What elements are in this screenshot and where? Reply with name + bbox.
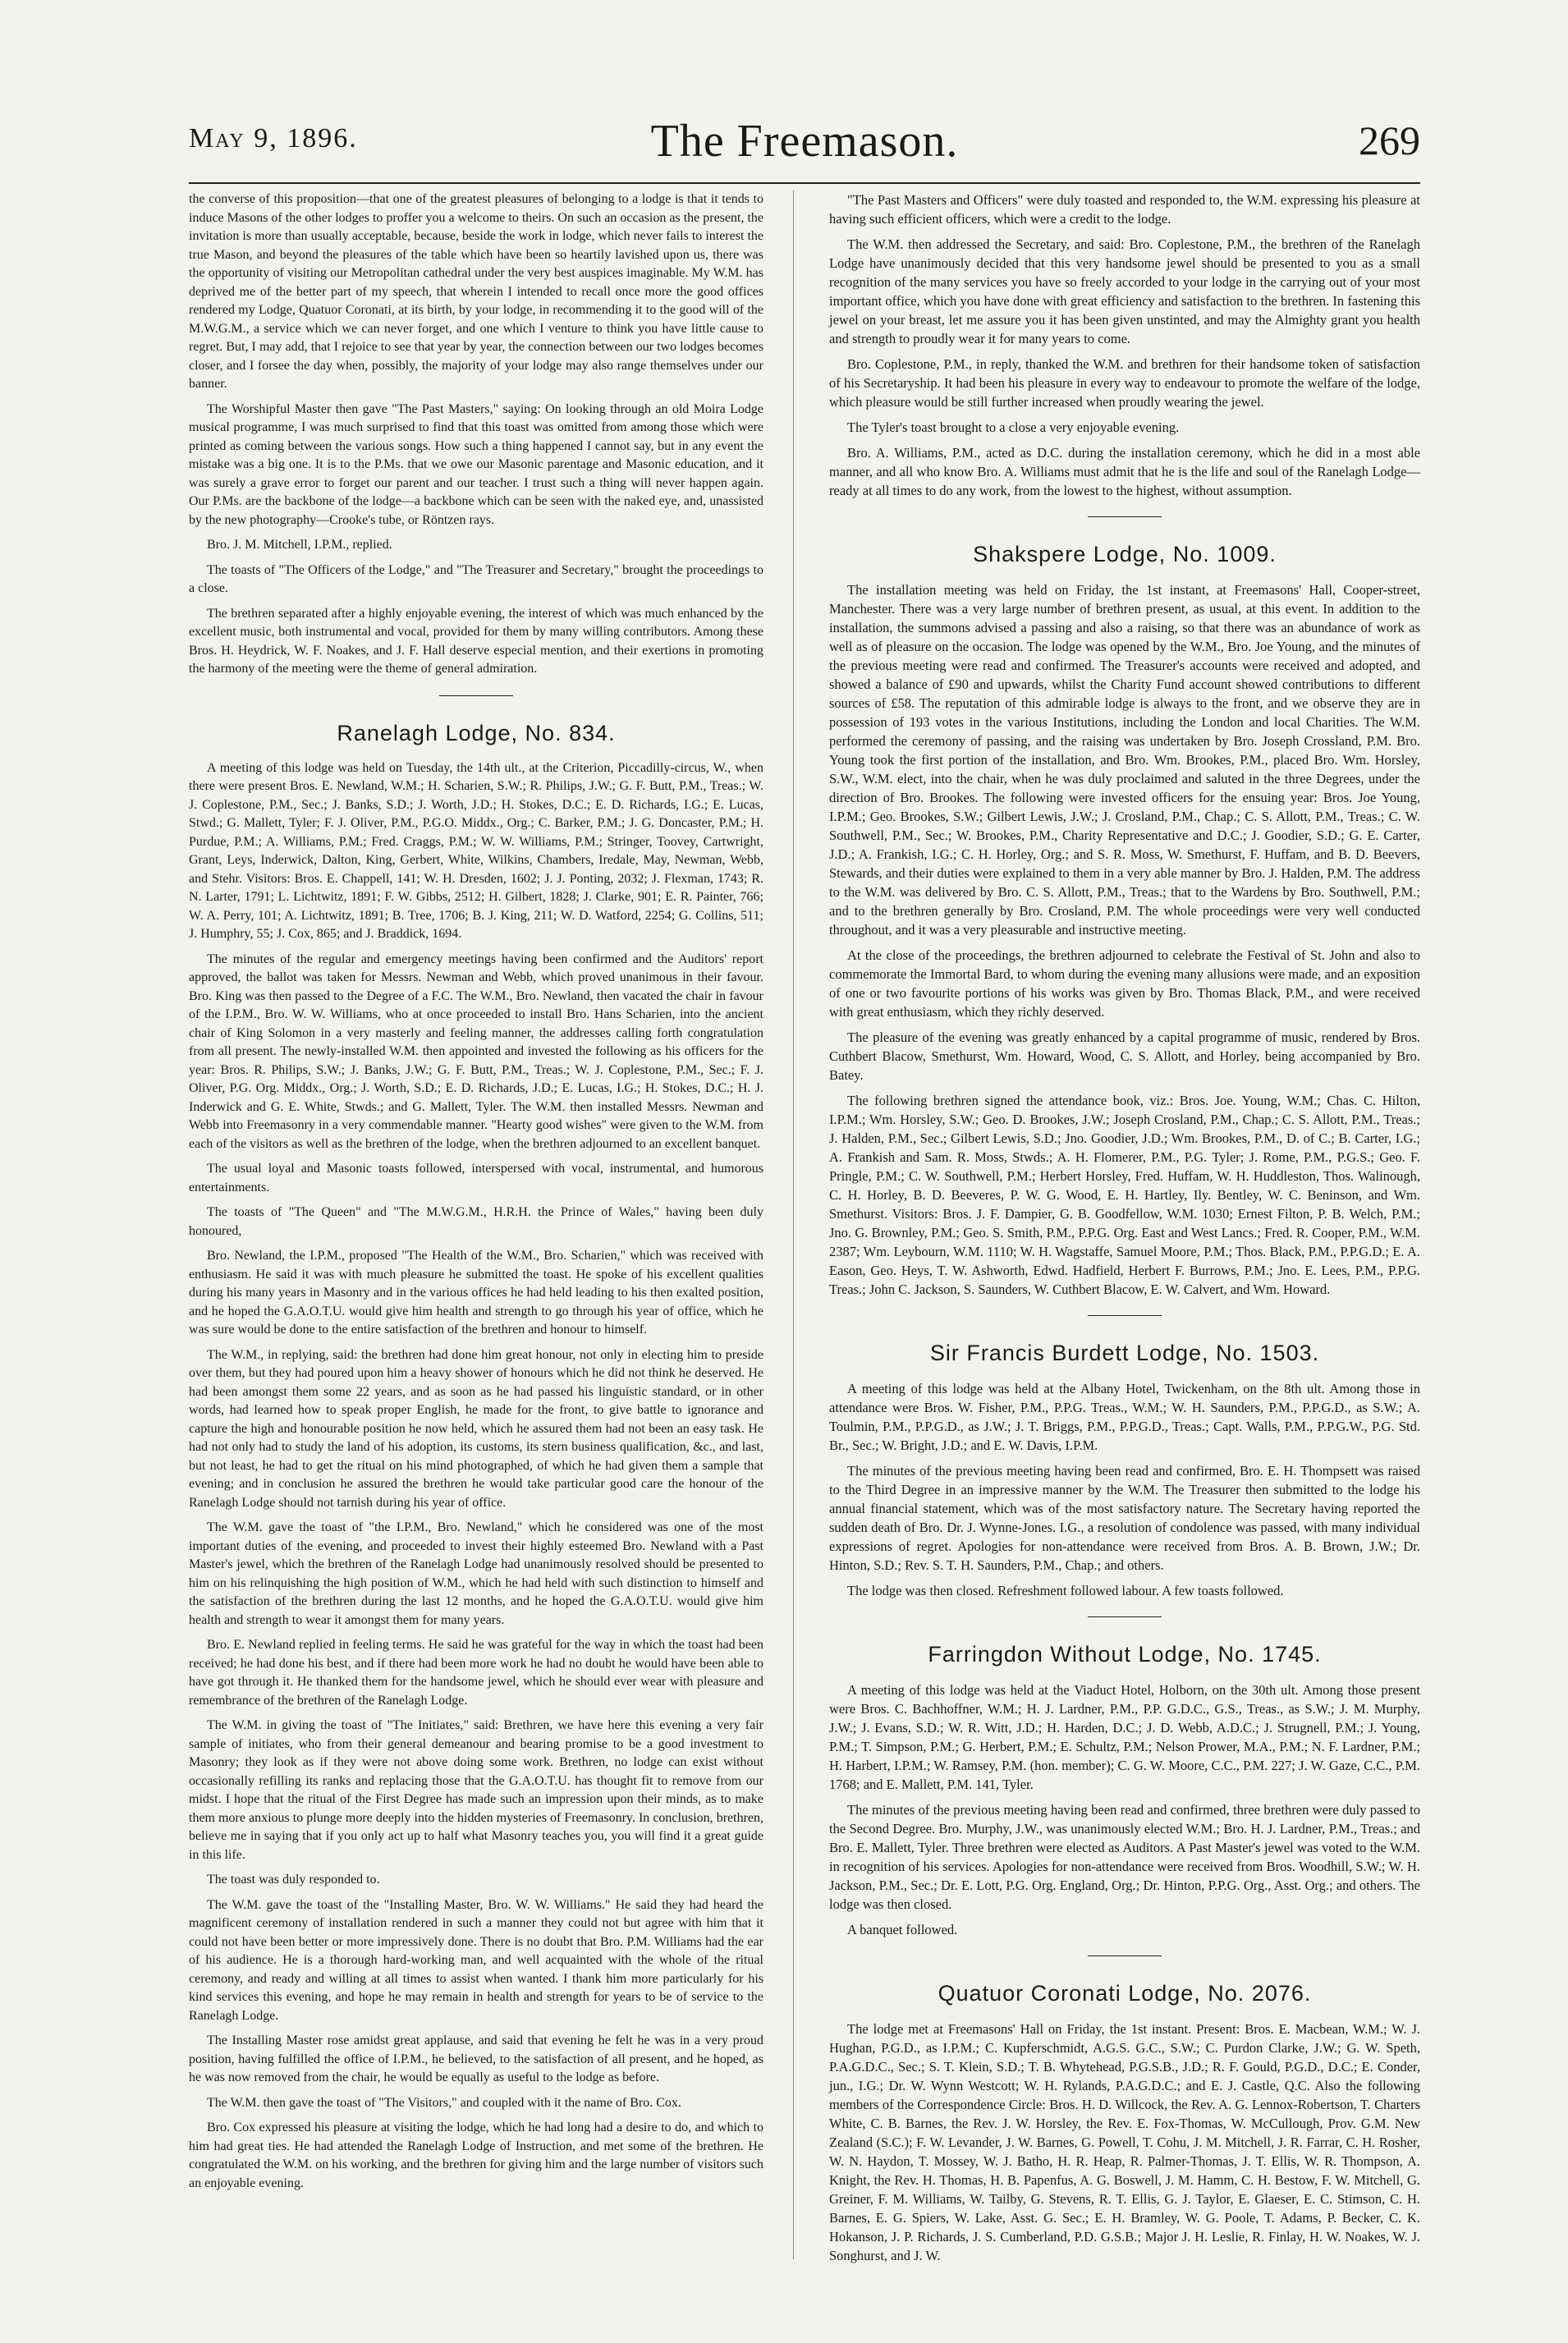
issue-date: May 9, 1896. [189, 123, 358, 154]
article-paragraph: The W.M. gave the toast of the "Installing Master, Bro. W. W. Williams." He said they had heard the magnificent ceremony of installation rendered in such a manner they could not but agree with him that it could not have been better or more impressively done. There is no doubt that Bro. P.M. Williams had the ear of his audience. He is a thorough hard-working man, and well acquainted with the whole of the ritual ceremony, and ready and willing at all times to assist when wanted. I thank him more particularly for his kind services this evening, and hope he may remain in health and strength for years to be of service to the Ranelagh Lodge. [189, 1897, 763, 2023]
article-paragraph: The Tyler's toast brought to a close a very enjoyable evening. [847, 420, 1180, 435]
article-paragraph: The toast was duly responded to. [207, 1873, 380, 1887]
article-paragraph: The minutes of the regular and emergency meetings having been confirmed and the Auditors' report approved, the ballot was taken for Messrs. Newman and Webb, which proved unanimous in their favour. Bro. King was then passed to the Degree of a F.C. The W.M., Bro. Newland, then vacated the chair in favour of the I.P.M., Bro. W. W. Williams, who at once proceeded to install Bro. Hans Scharien, into the ancient chair of King Solomon in a very masterly and feeling manner, the addresses calling forth congratulation from all present. The newly-installed W.M. then appointed and invested the following as his officers for the year: Bros. R. Philips, S.W.; J. Banks, J.W.; G. F. Butt, P.M., Treas.; W. J. Coplestone, P.M., Sec.; F. J. Oliver, P.G. Org. Middx., Org.; J. Worth, S.D.; E. D. Richards, J.D.; E. Lucas, I.G.; H. Stokes, D.C.; H. J. Inderwick and G. E. White, Stwds.; and G. Mallett, Tyler. The W.M. then installed Messrs. Newman and Webb into Freemasonry in a very commendable manner. "Hearty good wishes" were given to the W.M. from each of the visitors as well as the brethren of the lodge, when the brethren adjourned to an excellent banquet. [189, 951, 763, 1151]
article-paragraph: Bro. E. Newland replied in feeling terms. He said he was grateful for the way in which the toast had been received; he had done his best, and if there had been more work he had no doubt he would have been able to have got through it. He thanked them for the handsome jewel, which he should ever wear with pleasure and remembrance of the brethren of the Ranelagh Lodge. [189, 1638, 763, 1708]
article-paragraph: The pleasure of the evening was greatly enhanced by a capital programme of music, rendered by Bros. Cuthbert Blacow, Smethurst, Wm. Howard, Wood, C. S. Allott, and Horley, being accompanied by Bro. Batey. [829, 1029, 1420, 1083]
article-paragraph: Bro. A. Williams, P.M., acted as D.C. during the installation ceremony, which he did in a most able manner, and all who know Bro. A. Williams must admit that he is the life and soul of the Ranelagh Lodge—ready at all times to do any work, from the lowest to the highest, without assumption. [829, 445, 1420, 498]
left-column [189, 190, 763, 2199]
publication-title: The Freemason. [650, 116, 959, 167]
section-divider [439, 695, 513, 696]
article-paragraph: The W.M. gave the toast of "the I.P.M., Bro. Newland," which he considered was one of the most important duties of the evening, and proceeded to invest their highly esteemed Bro. Newland with a Past Master's jewel, which the brethren of the Ranelagh Lodge had unanimously resolved should be presented to him on his relinquishing the high position of W.M., which he had held with such distinction to himself and the satisfaction of the brethren during the last 12 months, and he hoped the G.A.O.T.U. would give him health and strength to wear it amongst them for many years. [189, 1520, 763, 1627]
article-paragraph: A meeting of this lodge was held at the Viaduct Hotel, Holborn, on the 30th ult. Among those present were Bros. C. Bachhoffner, W.M.; H. J. Lardner, P.M., P.P. G.D.C., G.S., Treas., as S.W.; J. M. Murphy, J.W.; J. Evans, S.D.; W. R. Witt, J.D.; H. Harden, D.C.; J. D. Webb, A.D.C.; J. Strugnell, P.M.; J. Young, P.M.; T. Simpson, P.M.; G. Herbert, P.M.; E. Schultz, P.M.; Nelson Prower, M.A., P.M.; N. F. Lardner, P.M.; H. Harbert, I.P.M.; W. Ramsey, P.M. (hon. member); C. G. W. Moore, C.C., P.M. 227; J. W. Gaze, C.C., P.M. 1768; and E. Mallett, P.M. 141, Tyler. [829, 1682, 1420, 1792]
article-paragraph: The usual loyal and Masonic toasts followed, interspersed with vocal, instrumental, and humorous entertainments. [189, 1162, 763, 1194]
article-paragraph: The Worshipful Master then gave "The Past Masters," saying: On looking through an old Moira Lodge musical programme, I was much surprised to find that this toast was omitted from among those which were printed as coming between the various songs. How such a thing happened I cannot say, but in any event the mistake was a big one. It is to the P.Ms. that we owe our Masonic parentage and Masonic education, and it was surely a grave error to forget our parent and our teacher. I trust such a thing will never happen again. Our P.Ms. are the backbone of the lodge—a backbone which can be seen with the naked eye, and, unassisted by the new photography—Crooke's tube, or Röntzen rays. [189, 401, 763, 527]
article-paragraph: The W.M. then gave the toast of "The Visitors," and coupled with it the name of Bro. Cox. [207, 2095, 681, 2110]
section-divider [1088, 516, 1162, 517]
article-paragraph: The lodge was then closed. Refreshment followed labour. A few toasts followed. [847, 1583, 1284, 1598]
article-paragraph: Bro. Newland, the I.P.M., proposed "The Health of the W.M., Bro. Scharien," which was received with enthusiasm. He said it was with much pleasure he submitted the toast. He spoke of his excellent qualities during his many years in Masonry and in the various offices he had held leading to his then exalted position, and he hoped the G.A.O.T.U. would give him health and strength to go through his year of office, which he was sure would be done to the entire satisfaction of the brethren and honour to himself. [189, 1249, 763, 1337]
article-paragraph: A meeting of this lodge was held at the Albany Hotel, Twickenham, on the 8th ult. Among those in attendance were Bros. W. Fisher, P.M., P.P.G. Treas., W.M.; W. H. Saunders, P.M., P.P.G.D., as S.W.; A. Toulmin, P.M., P.P.G.D., as J.W.; J. T. Briggs, P.M., P.P.G.D., Treas.; Capt. Walls, P.M., P.P.G.W., P.G. Std. Br., Sec.; W. Bright, J.D.; and E. W. Davis, I.P.M. [829, 1381, 1420, 1453]
article-paragraph: The toasts of "The Officers of the Lodge," and "The Treasurer and Secretary," brought the proceedings to a close. [189, 562, 763, 595]
masthead [189, 115, 1420, 181]
article-paragraph: The installation meeting was held on Friday, the 1st instant, at Freemasons' Hall, Cooper-street, Manchester. There was a very large number of brethren present, as usual, at this event. In addition to the installation, the summons advised a passing and also a raising, so that there was an abundance of work as well as of pleasure on the occasion. The lodge was opened by the W.M., Bro. Joe Young, and the minutes of the previous meeting were read and confirmed. The Treasurer's accounts were received and adopted, and showed a balance of £90 and upwards, whilst the Charity Fund account showed contributions to different sources of £58. The reputation of this admirable lodge is always to the front, and we observe they are in possession of 193 votes in the various Institutions, including the London and local Charities. The W.M. performed the ceremony of passing, and the raising was undertaken by Bro. Joseph Crossland, P.M. Bro. Young took the first portion of the installation, and Bro. Wm. Brookes, P.M., placed Bro. Wm. Horsley, S.W., W.M. elect, into the chair, when he was duly proclaimed and saluted in the three Degrees, under the direction of Bro. Brookes. The following were invested officers for the ensuing year: Bros. Joe Young, I.P.M.; Geo. Brookes, S.W.; Gilbert Lewis, J.W.; J. Crosland, P.M., Chap.; C. S. Allott, P.M., Treas.; C. W. Southwell, P.M., Sec.; W. Brookes, P.M., Charity Representative and D.C.; J. Goodier, S.D.; G. E. Carter, J.D.; A. Frankish, I.G.; C. H. Horley, Org.; and S. R. Moss, W. Smethurst, F. Huffam, and B. D. Beevers, Stewards, and their duties were explained to them in a very able manner by Bro. J. Halden, P.M. The address to the W.M. was delivered by Bro. C. S. Allott, P.M., Treas.; that to the Wardens by Bro. Southwell, P.M.; and to the brethren generally by Bro. Crosland, P.M. The whole proceedings were very well conducted throughout, and it was a very pleasurable and instructive meeting. [829, 582, 1420, 938]
article-paragraph: The toasts of "The Queen" and "The M.W.G.M., H.R.H. the Prince of Wales," having been duly honoured, [189, 1205, 763, 1238]
section-divider [1088, 1616, 1162, 1617]
article-paragraph: The W.M. in giving the toast of "The Initiates," said: Brethren, we have here this evening a very fair sample of initiates, who from their general demeanour and bearing promise to be a good investment to Masonry; they look as if they were not above doing some work. Brethren, no lodge can exist without occasionally refilling its ranks and replacing those that the G.A.O.T.U. has thought fit to remove from our midst. I hope that the ritual of the First Degree has made such an impression upon their minds, as to make them more anxious to plunge more deeply into the hidden mysteries of Freemasonry. In conclusion, brethren, believe me in saying that if you only act up to half what Masonry teaches you, you will find it a great guide in this life. [189, 1718, 763, 1862]
section-divider [1088, 1315, 1162, 1316]
section-heading-quatuor: Quatuor Coronati Lodge, No. 2076. [938, 1981, 1312, 2006]
section-heading-ranelagh: Ranelagh Lodge, No. 834. [337, 720, 616, 745]
article-paragraph: the converse of this proposition—that one of the greatest pleasures of belonging to a lodge is that it tends to induce Masons of the other lodges to proffer you a welcome to theirs. On such an occasion as the present, the invitation is more than usually acceptable, because, beside the work in lodge, which never fails to interest the true Mason, and beyond the pleasures of the table which have been so heartily lavished upon us, there was the opportunity of visiting our Metropolitan cathedral under the very best auspices imaginable. My W.M. has deprived me of the better part of my speech, that wherein I intended to recall once more the good offices rendered my Lodge, Quatuor Coronati, at its birth, by your lodge, in recommending it to the good will of the M.W.G.M., a service which we can never forget, and one which I venture to think you have little cause to regret. But, I may add, that I rejoice to see that year by year, the connection between our two lodges becomes closer, and I forsee the day when, possibly, the majority of your lodge may also range themselves under our banner. [189, 192, 763, 391]
article-paragraph: At the close of the proceedings, the brethren adjourned to celebrate the Festival of St. John and also to commemorate the Immortal Bard, to whom during the evening many allusions were made, and an exposition of one or two favourite portions of his works was given by Bro. Thomas Black, P.M., and were received with great enthusiasm, which they richly deserved. [829, 947, 1420, 1020]
article-paragraph: The brethren separated after a highly enjoyable evening, the interest of which was much enhanced by the excellent music, both instrumental and vocal, provided for them by many willing contributors. Among these Bros. H. Heydrick, W. F. Noakes, and J. F. Hall deserve especial mention, and their exertions in promoting the harmony of the meeting were the theme of general admiration. [189, 606, 763, 676]
section-heading-shakspere: Shakspere Lodge, No. 1009. [973, 542, 1277, 566]
article-paragraph: The minutes of the previous meeting having been read and confirmed, three brethren were duly passed to the Second Degree. Bro. Murphy, J.W., was unanimously elected W.M.; Bro. H. J. Lardner, P.M., Treas.; and Bro. E. Mallett, Tyler. Three brethren were elected as Auditors. A Past Master's jewel was voted to the W.M. in recognition of his services. Apologies for non-attendance were received from Bros. Woodhill, S.W.; W. H. Jackson, P.M., Sec.; Dr. E. Lott, P.G. Org. England, Org.; Dr. Hinton, P.P.G. Org., Asst. Org.; and others. The lodge was then closed. [829, 1802, 1420, 1912]
right-column [829, 190, 1420, 2272]
article-paragraph: The lodge met at Freemasons' Hall on Friday, the 1st instant. Present: Bros. E. Macbean, W.M.; W. J. Hughan, P.G.D., as I.P.M.; C. Kupferschmidt, A.G.S. G.C., S.W.; C. Purdon Clarke, J.W.; G. W. Speth, P.A.G.D.C., Sec.; S. T. Klein, S.D.; T. B. Whytehead, P.G.S.B., J.D.; R. F. Gould, P.G.D., D.C.; E. Conder, jun., I.G.; Dr. W. Wynn Westcott; W. H. Rylands, P.A.G.D.C.; and E. J. Castle, Q.C. Also the following members of the Correspondence Circle: Bros. H. D. Willcock, the Rev. A. G. Lennox-Robertson, T. Charters White, C. B. Barnes, the Rev. J. W. Horsley, the Rev. E. Fox-Thomas, W. McCullough, Prov. G.M. New Zealand (S.C.); F. W. Levander, J. W. Barnes, G. Powell, T. Cohu, J. M. Mitchell, J. R. Farrar, C. H. Rosher, W. N. Haydon, T. Mossey, W. J. Batho, H. R. Heap, R. Palmer-Thomas, J. T. Ellis, W. R. Thompson, A. Knight, the Rev. H. Thomas, H. B. Papenfus, A. G. Boswell, J. M. Hamm, C. H. Bestow, F. W. Mitchell, G. Greiner, F. M. Williams, W. Tailby, G. Stevens, R. T. Ellis, G. J. Taylor, E. Glaeser, E. C. Stimson, C. H. Barnes, E. G. Spiers, W. Lake, Asst. G. Sec.; E. H. Bramley, W. G. Poole, T. Adams, P. Becker, C. K. Hokanson, J. P. Richards, J. S. Cumberland, P.D. G.S.B.; Major J. H. Leslie, R. Finlay, H. W. Noakes, W. J. Songhurst, and J. W. [829, 2021, 1420, 2263]
article-paragraph: "The Past Masters and Officers" were duly toasted and responded to, the W.M. expressing his pleasure at having such efficient officers, which were a credit to the lodge. [829, 192, 1420, 227]
article-paragraph: The W.M. then addressed the Secretary, and said: Bro. Coplestone, P.M., the brethren of the Ranelagh Lodge have unanimously decided that this very handsome jewel should be presented to you as a small recognition of the many services you have so freely accorded to your lodge in the carrying out of your most important office, which you have done with great efficiency and satisfaction to the brethren. In fastening this jewel on your breast, let me assure you it has been given unstinted, and may the Almighty grant you health and strength to proudly wear it for many years to come. [829, 236, 1420, 346]
article-paragraph: Bro. J. M. Mitchell, I.P.M., replied. [207, 538, 392, 552]
article-paragraph: The W.M., in replying, said: the brethren had done him great honour, not only in electing him to preside over them, but they had poured upon him a heavy shower of honours which he did not think he deserved. He had been amongst them some 22 years, and as soon as he had passed his linguistic standard, or in other words, had learned how to speak proper English, he made for the front, to give battle to ignorance and capture the high and honourable position he now held, which he assured them had not been an easy task. He had not only had to study the land of his adoption, its customs, its stern business qualification, &c., and last, but not least, he had to get the ritual on his mind photographed, of which he had given them a sample that evening; and in conclusion he assured the brethren he would take particular good care the honour of the Ranelagh Lodge should not tarnish during his year of office. [189, 1347, 763, 1510]
article-paragraph: The following brethren signed the attendance book, viz.: Bros. Joe. Young, W.M.; Chas. C. Hilton, I.P.M.; Wm. Horsley, S.W.; Geo. D. Brookes, J.W.; Joseph Crosland, P.M., Chap.; C. S. Allott, P.M., Treas.; J. Halden, P.M., Sec.; Gilbert Lewis, S.D.; Jno. Goodier, J.D.; Wm. Brookes, P.M., D. of C.; B. Carter, I.G.; A. Frankish and Sam. R. Moss, Stwds.; A. H. Flomerer, P.M., P.G. Tyler; J. Rome, P.M., P.G.S.; Geo. F. Pringle, P.M.; C. W. Southwell, P.M.; Herbert Horsley, Fred. Huffam, W. H. Huddleston, Thos. Walinough, C. H. Horley, B. D. Beeveres, P. W. G. Wood, E. H. Hartley, Ily. Bentley, W. C. Beninson, and Wm. Smethurst. Visitors: Bros. J. F. Dampier, G. B. Goodfellow, W.M. 1030; Ernest Filton, P. B. Welch, P.M.; Jno. G. Brownley, P.M.; Geo. S. Smith, P.M., P.P.G. Org. East and West Lancs.; Fred. R. Cooper, P.M., W.M. 2387; Wm. Leybourn, W.M. 1110; W. H. Wagstaffe, Samuel Moore, P.M.; Thos. Black, P.M., P.P.G.D.; E. A. Eason, Geo. Heys, T. W. Ashworth, Edwd. Hadfield, Herbert F. Burrows, P.M.; Jno. E. Lees, P.M., P.P.G. Treas.; John C. Jackson, S. Saunders, W. Cuthbert Blacow, E. W. Calvert, and Wm. Howard. [829, 1093, 1420, 1297]
article-paragraph: A banquet followed. [847, 1922, 958, 1937]
section-heading-burdett: Sir Francis Burdett Lodge, No. 1503. [929, 1341, 1320, 1365]
article-paragraph: A meeting of this lodge was held on Tuesday, the 14th ult., at the Criterion, Piccadilly-circus, W., when there were present Bros. E. Newland, W.M.; H. Scharien, S.W.; R. Philips, J.W.; G. F. Butt, P.M., Treas.; W. J. Coplestone, P.M., Sec.; J. Banks, S.D.; J. Worth, J.D.; H. Stokes, D.C.; E. D. Richards, I.G.; E. Lucas, Stwd.; G. Mallett, Tyler; F. J. Oliver, P.M., P.G.O. Middx., Org.; C. Barker, P.M.; J. G. Doncaster, P.M.; H. Purdue, P.M.; A. Williams, P.M.; Fred. Craggs, P.M.; W. W. Williams, P.M.; Stringer, Toovey, Cartwright, Grant, Leys, Inderwick, Dalton, King, Gerbert, White, Wilkins, Chambers, Iredale, May, Newman, Webb, and Stehr. Visitors: Bros. E. Chappell, 141; W. H. Dresden, 1602; J. J. Ponting, 2032; J. Flexman, 1743; R. N. Larter, 1791; L. Lichtwitz, 1891; F. W. Gibbs, 2512; H. Gilbert, 1828; J. Clarke, 901; E. R. Painter, 766; W. A. Perry, 101; A. Lichtwitz, 1891; B. Tree, 1706; B. J. King, 211; W. D. Watford, 2254; G. Collins, 511; J. Humphry, 55; J. Cox, 865; and J. Braddick, 1694. [189, 760, 763, 941]
article-paragraph: Bro. Cox expressed his pleasure at visiting the lodge, which he had long had a desire to do, and which to him had great ties. He had attended the Ranelagh Lodge of Instruction, and met some of the brethren. He congratulated the W.M. on his working, and the brethren for giving him and the large number of visitors such an enjoyable evening. [189, 2121, 763, 2190]
article-paragraph: The Installing Master rose amidst great applause, and said that evening he felt he was in a very proud position, having fulfilled the office of I.P.M., he believed, to the satisfaction of all present, and he hoped, as he was now removed from the chair, he would be equally as useful to the lodge as before. [189, 2034, 763, 2084]
article-paragraph: Bro. Coplestone, P.M., in reply, thanked the W.M. and brethren for their handsome token of satisfaction of his Secretaryship. It had been his pleasure in every way to endeavour to promote the welfare of the lodge, which pleasure would be still further increased when proudly wearing the jewel. [829, 356, 1420, 410]
article-paragraph: The minutes of the previous meeting having been read and confirmed, Bro. E. H. Thompsett was raised to the Third Degree in an impressive manner by the W.M. The Treasurer then submitted to the lodge his annual financial statement, which was of the most satisfactory nature. The Secretary having reported the sudden death of Bro. Dr. J. Wynne-Jones. I.G., a resolution of condolence was passed, with many individual expressions of regret. Apologies for non-attendance were received from Bros. A. B. Brown, J.W.; Dr. Hinton, S.D.; Rev. S. T. H. Saunders, P.M., Chap.; and others. [829, 1463, 1420, 1573]
page-number: 269 [1359, 117, 1420, 163]
masthead-rule [189, 182, 1420, 184]
section-heading-farringdon: Farringdon Without Lodge, No. 1745. [928, 1642, 1322, 1667]
column-rule [793, 190, 794, 2259]
